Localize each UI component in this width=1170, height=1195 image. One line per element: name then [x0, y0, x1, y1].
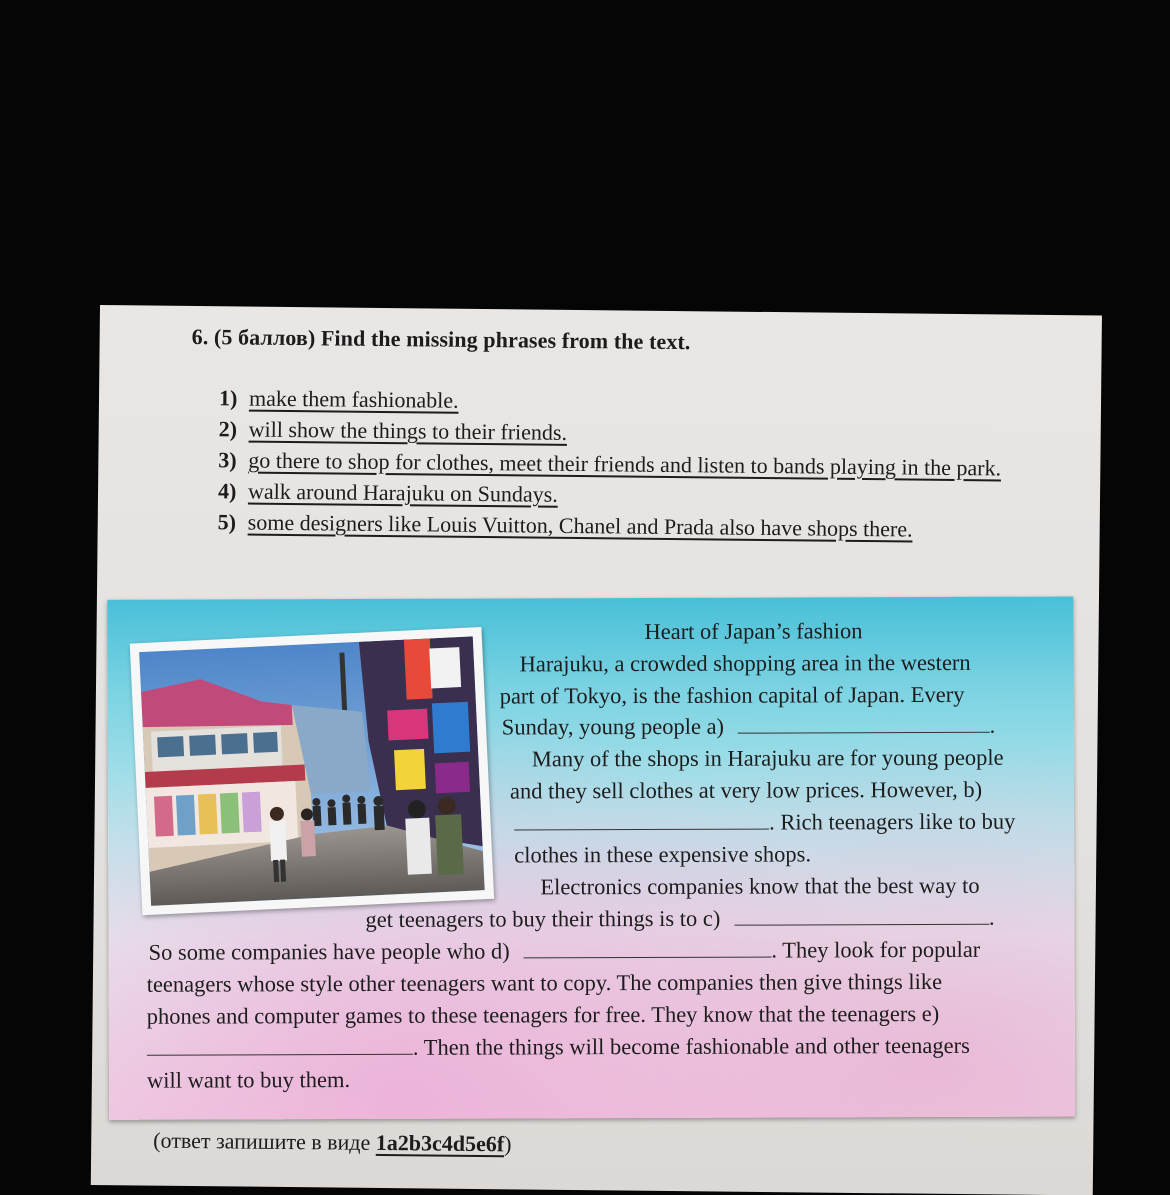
- answer-number: 4): [217, 478, 237, 504]
- story-line: Harajuku, a crowded shopping area in the western: [519, 649, 971, 677]
- story-text: Sunday, young people a): [501, 713, 725, 740]
- harajuku-photo-frame: [130, 627, 494, 915]
- reading-text-box: [107, 596, 1075, 1119]
- story-line: clothes in these expensive shops.: [514, 841, 812, 868]
- answer-text: make them fashionable.: [248, 385, 459, 413]
- blank-e: [147, 1032, 413, 1056]
- blank-d: [523, 935, 771, 959]
- answer-text: walk around Harajuku on Sundays.: [247, 478, 558, 507]
- answer-format-prefix: (ответ запишите в виде: [153, 1127, 371, 1155]
- worksheet-page: [91, 305, 1102, 1195]
- story-line: part of Tokyo, is the fashion capital of Japan. Every: [499, 681, 965, 709]
- blank-c: [734, 902, 989, 926]
- answer-text: some designers like Louis Vuitton, Chanel and Prada also have shops there.: [247, 509, 913, 542]
- answer-list: [218, 382, 1065, 546]
- story-line-e: [147, 1030, 970, 1064]
- story-line: teenagers whose style other teenagers want to copy. The companies then give things like: [146, 968, 943, 997]
- answer-text: go there to shop for clothes, meet their friends and listen to bands playing in the park.: [248, 447, 1002, 481]
- story-text: get teenagers to buy their things is to c): [365, 905, 721, 932]
- story-text: . Then the things will become fashionable and other teenagers: [412, 1032, 970, 1060]
- task-title: 6. (5 баллов) Find the missing phrases from the text.: [191, 323, 691, 355]
- story-line: phones and computer games to these teenagers for free. They know that the teenagers e): [146, 1000, 940, 1029]
- blank-a: [738, 710, 990, 734]
- answer-format-code: 1a2b3c4d5e6f: [375, 1129, 505, 1157]
- answer-number: 5): [217, 509, 237, 535]
- story-text: . They look for popular: [771, 936, 981, 963]
- story-line-d: [149, 934, 981, 968]
- harajuku-street-photo: [139, 636, 485, 905]
- answer-number: 3): [218, 447, 237, 473]
- story-line: Electronics companies know that the best way to: [540, 872, 980, 900]
- answer-number: 2): [218, 416, 238, 442]
- answer-text: will show the things to their friends.: [248, 416, 568, 445]
- story-line: and they sell clothes at very low prices. However, b): [509, 776, 983, 804]
- story-line-c: get teenagers to buy their things is to c) .: [365, 902, 994, 935]
- story-line-a: Sunday, young people a) .: [502, 710, 996, 743]
- answer-format-suffix: ): [504, 1131, 512, 1157]
- story-line: will want to buy them.: [146, 1067, 351, 1093]
- story-text: . Rich teenagers like to buy: [769, 808, 1016, 835]
- story-line-b: [514, 806, 1015, 839]
- answer-format-note: [153, 1128, 512, 1158]
- story-text: So some companies have people who d): [148, 938, 510, 965]
- story-line: Many of the shops in Harajuku are for young people: [531, 744, 1004, 772]
- answer-number: 1): [218, 385, 238, 411]
- story-heading: Heart of Japan’s fashion: [644, 618, 863, 644]
- blank-b: [514, 807, 769, 831]
